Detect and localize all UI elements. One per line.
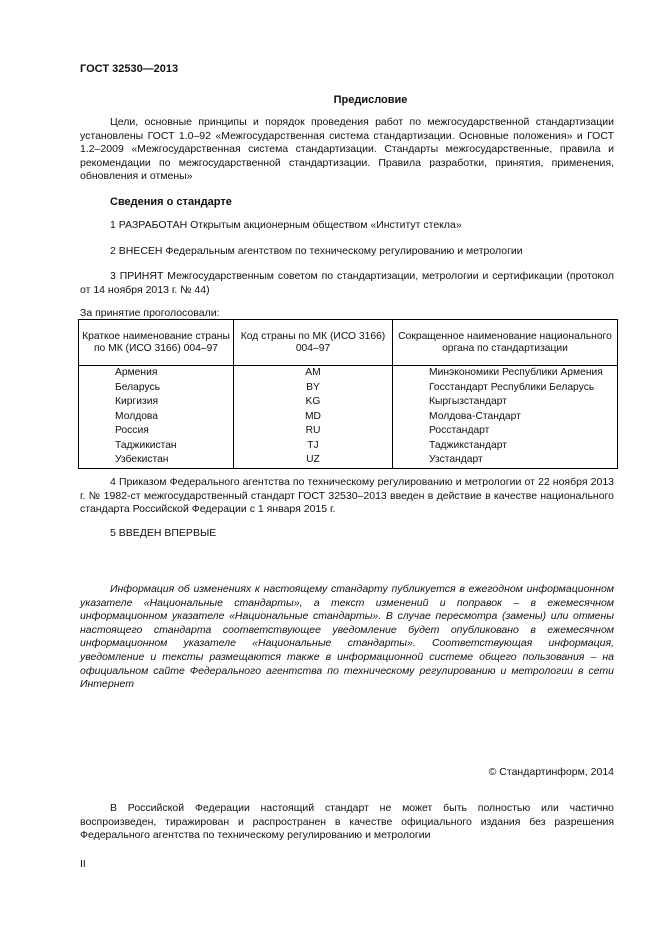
table-cell-country: Армения [79, 366, 234, 381]
table-cell-body: Кыргызстандарт [393, 395, 618, 410]
copyright: © Стандартинформ, 2014 [488, 766, 614, 778]
table-row [79, 395, 618, 410]
table-cell-body: Молдова-Стандарт [393, 410, 618, 425]
preface-title-text: Предисловие [333, 94, 408, 106]
table-cell-country: Киргизия [79, 395, 234, 410]
table-cell-code: AM [234, 366, 393, 381]
info-item-1: 1 РАЗРАБОТАН Открытым акционерным обществом «Институт стекла» [110, 219, 462, 231]
info-item-4: 4 Приказом Федерального агентства по техническому регулированию и метрологии от 22 ноября 2013 г. № 1982-ст межгосударственный стандарт ГОСТ 32530–2013 введен в действие в качестве национального стандарта Российской Федерации с 1 января 2015 г. [80, 476, 614, 516]
table-header-row [79, 320, 618, 366]
countries-table [78, 319, 618, 469]
info-item-5: 5 ВВЕДЕН ВПЕРВЫЕ [110, 527, 217, 539]
table-cell-body: Госстандарт Республики Беларусь [393, 381, 618, 396]
table-cell-country: Таджикистан [79, 439, 234, 454]
table-row [79, 439, 618, 454]
table-cell-country: Беларусь [79, 381, 234, 396]
info-item-2: 2 ВНЕСЕН Федеральным агентством по техническому регулированию и метрологии [110, 245, 523, 257]
preface-intro-text: Цели, основные принципы и порядок проведения работ по межгосударственной стандартизации установлены ГОСТ 1.0–92 «Межгосударственная система стандартизации. Основные положения» и ГОСТ 1.2–2009 «Межгосударственная система стандартизации. Стандарты межгосударственные, правила и рекомендации по межгосударственной стандартизации. Правила разработки, принятия, применения, обновления и отмены» [80, 116, 614, 183]
table-row [79, 424, 618, 439]
table-cell-body: Минэкономики Республики Армения [393, 366, 618, 381]
table-row [79, 410, 618, 425]
table-header-body: Сокращенное наименование национального органа по стандартизации [393, 320, 618, 366]
table-cell-body: Таджикстандарт [393, 439, 618, 454]
table-header-code: Код страны по МК (ИСО 3166) 004–97 [234, 320, 393, 366]
info-heading: Сведения о стандарте [110, 196, 232, 208]
table-cell-code: BY [234, 381, 393, 396]
table-cell-code: MD [234, 410, 393, 425]
table-cell-country: Узбекистан [79, 453, 234, 468]
table-header-country: Краткое наименование страны по МК (ИСО 3166) 004–97 [79, 320, 234, 366]
table-cell-code: TJ [234, 439, 393, 454]
table-cell-body: Узстандарт [393, 453, 618, 468]
table-cell-body: Росстандарт [393, 424, 618, 439]
preface-intro [80, 116, 614, 184]
table-row [79, 366, 618, 381]
table-cell-code: UZ [234, 453, 393, 468]
vote-label: За принятие проголосовали: [80, 307, 220, 319]
page-number: II [80, 858, 86, 870]
legal-notice-text: В Российской Федерации настоящий стандарт не может быть полностью или частично воспроизведен, тиражирован и распространен в качестве официального издания без разрешения Федерального агентства по техническому регулированию и метрологии [80, 802, 614, 842]
legal-notice [80, 802, 614, 843]
table-cell-code: KG [234, 395, 393, 410]
change-notice [80, 583, 614, 692]
table-cell-country: Молдова [79, 410, 234, 425]
table-row [79, 453, 618, 468]
standard-id: ГОСТ 32530—2013 [80, 63, 179, 75]
table-row [79, 381, 618, 396]
change-notice-text: Информация об изменениях к настоящему стандарту публикуется в ежегодном информационном указателе «Национальные стандарты», а текст изменений и поправок – в ежемесячном информационном указателе «Национальные стандарты». В случае пересмотра (замены) или отмены настоящего стандарта соответствующее уведомление будет опубликовано в ежемесячном информационном указателе «Национальные стандарты». Соответствующая информация, уведомление и тексты размещаются также в информационной системе общего пользования – на официальном сайте Федерального агентства по техническому регулированию и метрологии в сети Интернет [80, 583, 614, 691]
info-item-3: 3 ПРИНЯТ Межгосударственным советом по стандартизации, метрологии и сертификации (протокол от 14 ноября 2013 г. № 44) [80, 270, 614, 296]
preface-title [0, 94, 661, 106]
table-cell-code: RU [234, 424, 393, 439]
table-cell-country: Россия [79, 424, 234, 439]
